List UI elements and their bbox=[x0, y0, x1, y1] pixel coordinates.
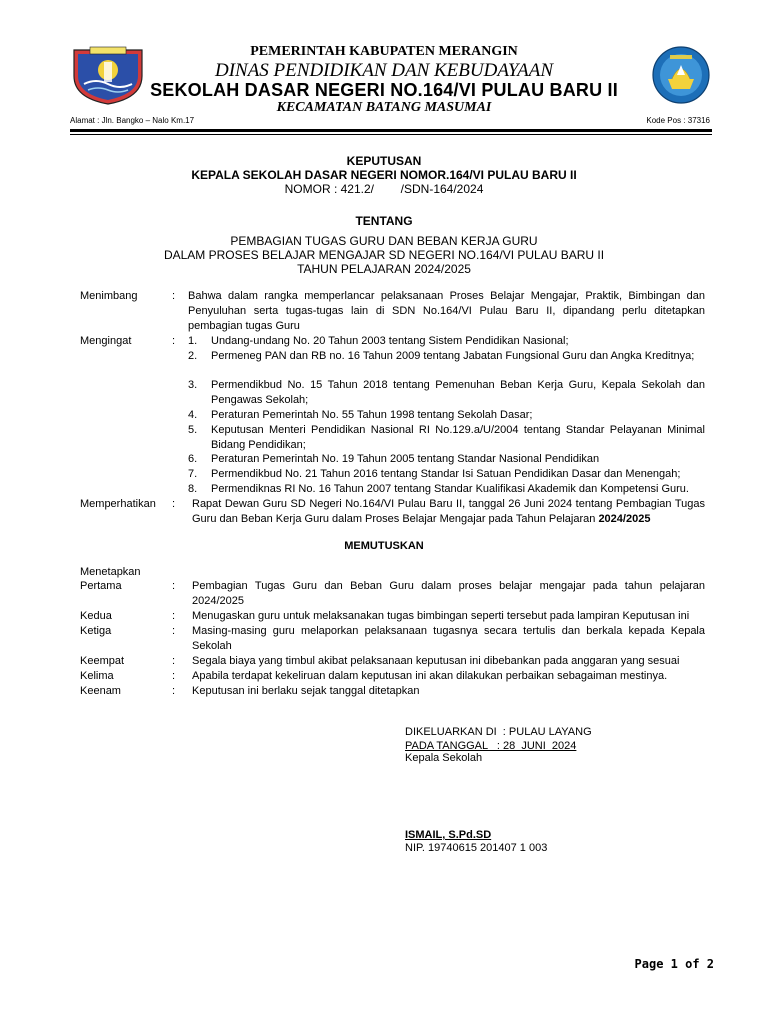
about-heading: TENTANG bbox=[355, 214, 413, 228]
recall-item-text: Undang-undang No. 20 Tahun 2003 tentang Sistem Pendidikan Nasional; bbox=[211, 335, 569, 347]
recall-item-number: 2. bbox=[188, 350, 198, 362]
decision-colon: : bbox=[172, 610, 176, 622]
school-address: Alamat : Jln. Bangko – Nalo Km.17 bbox=[70, 116, 195, 125]
decision-label: Kedua bbox=[80, 610, 112, 622]
recall-item-number: 1. bbox=[188, 335, 198, 347]
decision-colon: : bbox=[172, 580, 176, 592]
considering-label: Menimbang bbox=[80, 290, 138, 302]
subject-line-1: PEMBAGIAN TUGAS GURU DAN BEBAN KERJA GURU bbox=[230, 234, 538, 248]
decide-heading: MEMUTUSKAN bbox=[344, 540, 424, 552]
decision-label: Pertama bbox=[80, 580, 122, 592]
decision-text: Masing-masing guru melaporkan pelaksanaan tugasnya secara tertulis dan berkala kepada Kepala Sekolah bbox=[192, 625, 705, 652]
decision-label: Keempat bbox=[80, 655, 125, 667]
noting-text-main: Rapat Dewan Guru SD Negeri No.164/VI Pulau Baru II, tanggal 26 Juni 2024 tentang Pembagian Tugas Guru dan Beban Kerja Guru dalam Proses Belajar Mengajar pada Tahun Pelajaran bbox=[192, 498, 705, 525]
decision-text: Segala biaya yang timbul akibat pelaksanaan keputusan ini dibebankan pada anggaran yang sesuai bbox=[192, 655, 680, 667]
considering-text: Bahwa dalam rangka memperlancar pelaksanaan Proses Belajar Mengajar, Praktik, Bimbingan dan Penyuluhan serta tugas-tugas lain di SDN No.164/VI Pulau Baru II, dipandang perlu ditetapkan pembagian tugas Guru bbox=[188, 290, 705, 332]
recalling-colon: : bbox=[172, 335, 176, 347]
decision-text: Menugaskan guru untuk melaksanakan tugas bimbingan seperti tersebut pada lampiran Keputusan ini bbox=[192, 610, 690, 622]
recall-item-text: Permendikbud No. 21 Tahun 2016 tentang Standar Isi Satuan Pendidikan Dasar dan Menengah; bbox=[211, 468, 681, 480]
signatory-name: ISMAIL, S.Pd.SD bbox=[405, 829, 492, 841]
decree-heading: KEPUTUSAN bbox=[346, 154, 422, 168]
noting-text-year: 2024/2025 bbox=[598, 513, 651, 525]
decision-text: Pembagian Tugas Guru dan Beban Guru dalam proses belajar mengajar pada tahun pelajaran 2024/2025 bbox=[192, 580, 705, 607]
establish-label: Menetapkan bbox=[80, 566, 141, 578]
subject-line-2: DALAM PROSES BELAJAR MENGAJAR SD NEGERI NO.164/VI PULAU BARU II bbox=[163, 248, 605, 262]
government-title: PEMERINTAH KABUPATEN MERANGIN bbox=[250, 44, 518, 59]
recall-item-number: 5. bbox=[188, 424, 198, 436]
decision-colon: : bbox=[172, 685, 176, 697]
postal-code: Kode Pos : 37316 bbox=[646, 116, 710, 125]
decision-colon: : bbox=[172, 655, 176, 667]
recall-item-number: 3. bbox=[188, 379, 198, 391]
recall-item-number: 7. bbox=[188, 468, 198, 480]
considering-colon: : bbox=[172, 290, 176, 302]
decision-colon: : bbox=[172, 670, 176, 682]
decision-colon: : bbox=[172, 625, 176, 637]
recall-item-text: Keputusan Menteri Pendidikan Nasional RI No.129.a/U/2004 tentang Standar Pelayanan Minimal Bidang Pendidikan; bbox=[211, 424, 705, 451]
noting-colon: : bbox=[172, 498, 176, 510]
decision-label: Kelima bbox=[80, 670, 114, 682]
agency-title: DINAS PENDIDIKAN DAN KEBUDAYAAN bbox=[214, 60, 554, 81]
header-divider-thin bbox=[70, 134, 712, 135]
recall-item-text: Permendiknas RI No. 16 Tahun 2007 tentang Standar Kualifikasi Akademik dan Kompetensi Guru. bbox=[211, 483, 689, 495]
decision-text: Keputusan ini berlaku sejak tanggal ditetapkan bbox=[192, 685, 420, 697]
recall-item-text: Permendikbud No. 15 Tahun 2018 tentang Pemenuhan Beban Kerja Guru, Kepala Sekolah dan Pengawas Sekolah; bbox=[211, 379, 705, 406]
recall-item-text: Peraturan Pemerintah No. 19 Tahun 2005 tentang Standar Nasional Pendidikan bbox=[211, 453, 600, 465]
recall-item-number: 6. bbox=[188, 453, 198, 465]
school-title: SEKOLAH DASAR NEGERI NO.164/VI PULAU BARU II bbox=[150, 80, 618, 100]
signatory-nip: NIP. 19740615 201407 1 003 bbox=[405, 842, 548, 854]
recall-item-number: 4. bbox=[188, 409, 198, 421]
district-title: KECAMATAN BATANG MASUMAI bbox=[276, 100, 492, 115]
page-number: Page 1 of 2 bbox=[634, 957, 714, 971]
decree-number: NOMOR : 421.2/ /SDN-164/2024 bbox=[284, 182, 484, 196]
recall-item-number: 8. bbox=[188, 483, 198, 495]
noting-label: Memperhatikan bbox=[80, 498, 156, 510]
issued-at: DIKELUARKAN DI : PULAU LAYANG bbox=[405, 726, 592, 738]
recalling-label: Mengingat bbox=[80, 335, 132, 347]
decree-issuer: KEPALA SEKOLAH DASAR NEGERI NOMOR.164/VI PULAU BARU II bbox=[191, 168, 577, 182]
issued-date: PADA TANGGAL : 28 JUNI 2024 bbox=[405, 740, 577, 752]
decision-label: Keenam bbox=[80, 685, 121, 697]
signatory-position: Kepala Sekolah bbox=[405, 752, 483, 764]
decision-label: Ketiga bbox=[80, 625, 112, 637]
recall-item-text: Peraturan Pemerintah No. 55 Tahun 1998 tentang Sekolah Dasar; bbox=[211, 409, 533, 421]
recall-item-text: Permeneg PAN dan RB no. 16 Tahun 2009 tentang Jabatan Fungsional Guru dan Angka Kreditnya; bbox=[211, 350, 695, 362]
decision-text: Apabila terdapat kekeliruan dalam keputusan ini akan dilakukan perbaikan sebagaiman mestinya. bbox=[192, 670, 668, 682]
noting-text bbox=[192, 497, 705, 527]
subject-line-3: TAHUN PELAJARAN 2024/2025 bbox=[297, 262, 471, 276]
header-divider-thick bbox=[70, 129, 712, 132]
